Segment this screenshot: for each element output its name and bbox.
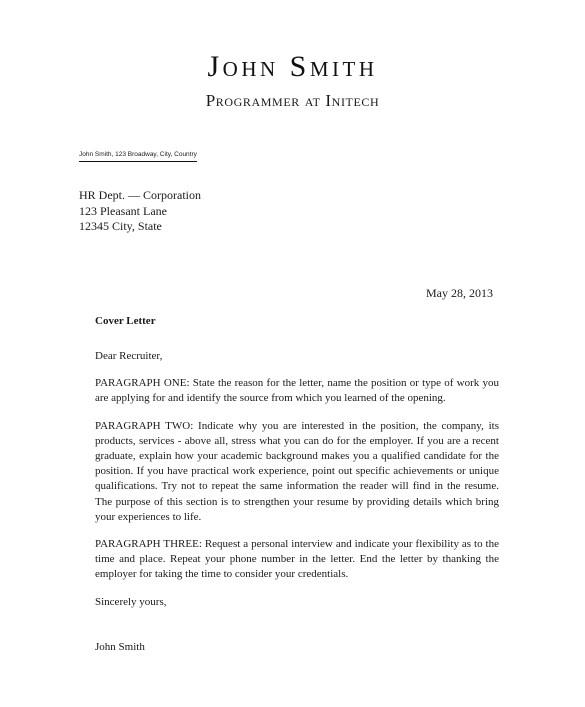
paragraph-three: PARAGRAPH THREE: Request a personal interview and indicate your flexibility as to the time and place. Repeat your phone number in the letter. End the letter by thanking the employer for taking the time to consider your credentials. — [95, 538, 499, 581]
greeting: Dear Recruiter, — [95, 350, 163, 362]
letter-body — [95, 349, 499, 655]
author-name: John Smith — [207, 50, 378, 83]
author-role: Programmer at Initech — [205, 91, 380, 110]
sender-address-underline — [79, 161, 197, 162]
paragraph-one: PARAGRAPH ONE: State the reason for the letter, name the position or type of work you are applying for and identify the source from which you learned of the opening. — [95, 377, 499, 405]
recipient-line: 12345 City, State — [79, 219, 162, 233]
recipient-line: HR Dept. — Corporation — [79, 188, 201, 202]
letter-subject: Cover Letter — [95, 315, 156, 327]
paragraph-two: PARAGRAPH TWO: Indicate why you are interested in the position, the company, its products, services - above all, stress what you can do for the employer. If you are a recent graduate, explain how your academic background makes you a qualified candidate for the position. If you have practical work experience, point out specific achievements or unique qualifications. Try not to repeat the same information the reader will find in the resume. The purpose of this section is to strengthen your resume by providing details which bring your experiences to life. — [95, 419, 499, 523]
recipient-address — [79, 188, 201, 235]
signature: John Smith — [95, 640, 145, 653]
recipient-line: 123 Pleasant Lane — [79, 203, 167, 218]
letter-date: May 28, 2013 — [426, 286, 493, 300]
closing: Sincerely yours, — [95, 595, 167, 608]
sender-address: John Smith, 123 Broadway, City, Country — [79, 151, 197, 158]
